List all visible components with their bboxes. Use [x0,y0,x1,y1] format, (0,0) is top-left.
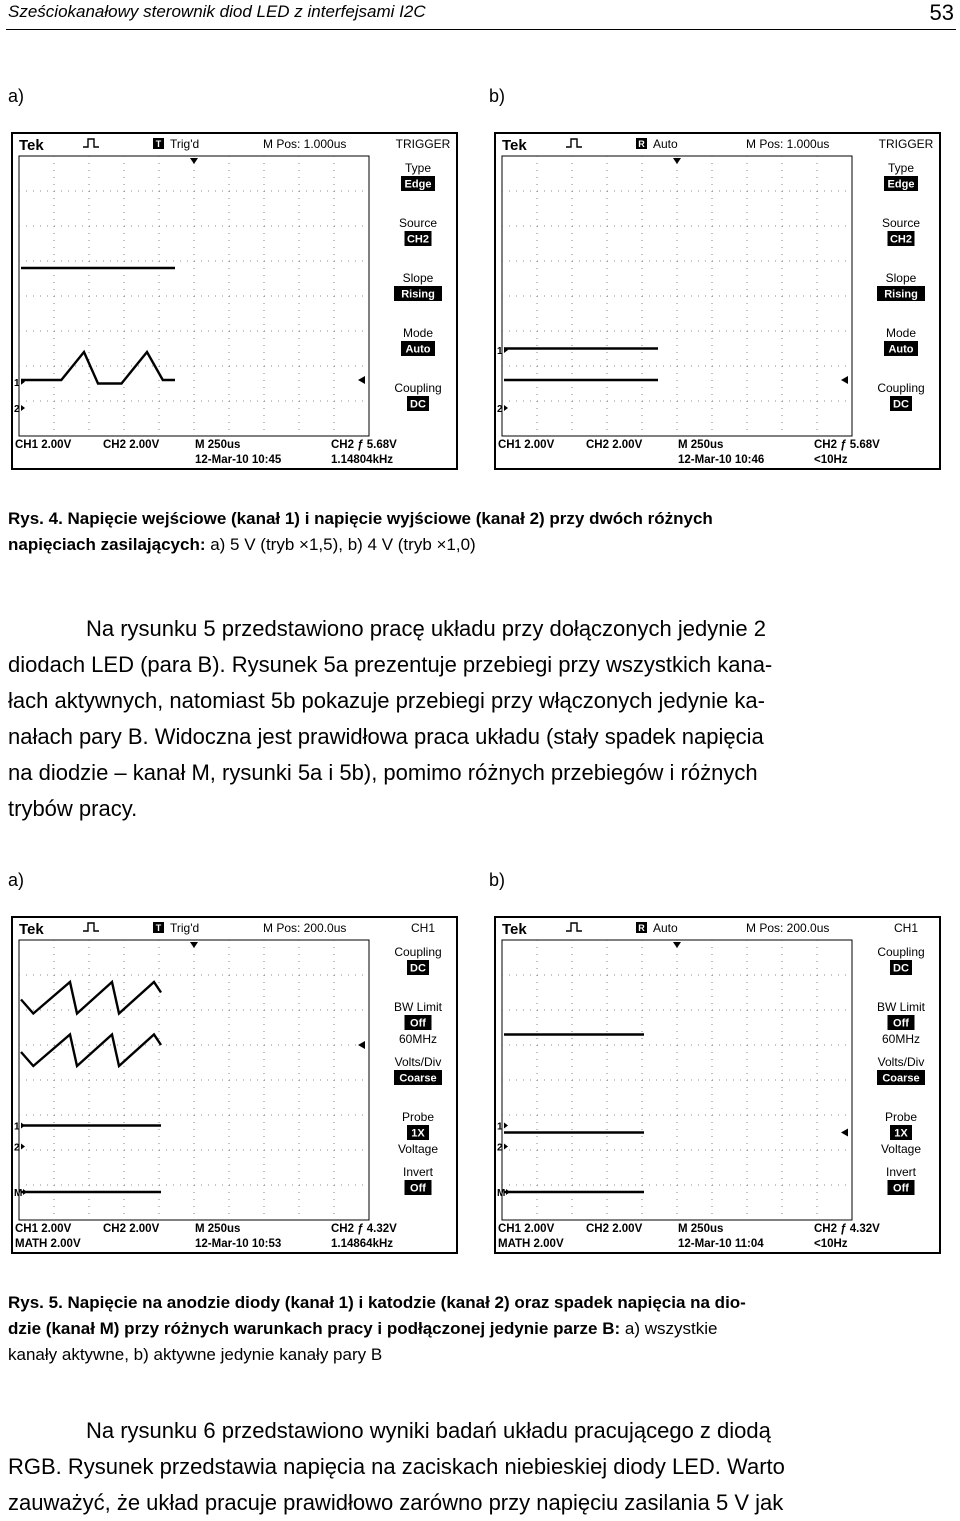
side-menu-value: DC [410,962,426,975]
side-menu-value: Coarse [882,1072,920,1085]
side-menu-subvalue: 60MHz [881,1032,921,1046]
side-menu-value: Auto [888,343,914,356]
caption-line [8,1316,746,1342]
trigger-waveform-icon [566,923,582,931]
trigger-waveform-icon [83,139,99,147]
side-menu-value: Edge [887,178,915,191]
status-readout: CH2 ƒ 5.68V [331,439,397,451]
scope-brand: Tek [19,921,44,938]
status-readout: 12-Mar-10 10:53 [195,1238,282,1250]
paragraph-line: Na rysunku 5 przedstawiono pracę układu przy dołączonych jedynie 2 [86,616,766,641]
fig5-label-b: b) [489,870,506,890]
status-readout: CH1 2.00V [498,439,555,451]
side-menu-title: TRIGGER [395,137,451,151]
side-menu-value: CH2 [889,233,913,246]
side-menu-value: 1X [894,1127,908,1140]
scope-brand: Tek [19,137,44,154]
side-menu-title: CH1 [893,921,919,935]
trigger-state: Auto [653,137,678,151]
side-menu-title: TRIGGER [878,137,934,151]
side-menu-value: Auto [405,343,431,356]
horizontal-position: M Pos: 200.0us [746,921,830,935]
trigger-waveform-icon [83,923,99,931]
caption-run: napięciach zasilających: [8,535,206,554]
trigger-state: Auto [653,921,678,935]
paragraph-line: nałach pary B. Widoczna jest prawidłowa praca układu (stały spadek napięcia [8,724,764,749]
side-menu-label: Probe [884,1110,918,1124]
side-menu-label: Probe [401,1110,435,1124]
status-readout: CH1 2.00V [498,1223,555,1235]
side-menu-value: 1X [411,1127,425,1140]
horizontal-position: M Pos: 1.000us [746,137,830,151]
side-menu-label: Coupling [877,381,925,395]
channel-marker-1: 1 [497,346,503,357]
caption-line [8,506,713,532]
side-menu-value: DC [893,962,909,975]
caption-run: Rys. 5. Napięcie na anodzie diody (kanał 1) i katodzie (kanał 2) oraz spadek napięcia na dio- [8,1293,746,1312]
fig4-label-a: a) [8,86,25,106]
status-readout: 12-Mar-10 10:46 [678,454,765,466]
side-menu-label: Type [887,161,915,175]
caption-line [8,1290,746,1316]
caption-line [8,1342,746,1368]
channel-marker-1: 1 [14,377,20,389]
side-menu-label: Source [398,216,438,230]
side-menu-value: Coarse [399,1072,437,1085]
graticule [19,156,369,436]
side-menu-label: Slope [885,271,917,285]
side-menu-label: Invert [885,1165,917,1179]
status-readout: CH1 2.00V [15,1223,72,1235]
status-readout: M 250us [678,1223,724,1235]
scope-svg [496,134,939,468]
side-menu-label: Source [881,216,921,230]
status-readout: CH2 ƒ 4.32V [814,1223,880,1235]
side-menu-value: DC [410,398,426,411]
status-readout: CH2 ƒ 5.68V [814,439,880,451]
side-menu-subvalue: 60MHz [398,1032,438,1046]
status-readout: CH2 2.00V [103,1223,160,1235]
running-header-title: Sześciokanałowy sterownik diod LED z interfejsami I2C [8,2,426,21]
status-readout: CH2 ƒ 4.32V [331,1223,397,1235]
graticule [19,940,369,1220]
side-menu-value: Off [893,1017,909,1030]
status-readout: CH2 2.00V [103,439,160,451]
scope-brand: Tek [502,921,527,938]
status-readout: MATH 2.00V [498,1238,564,1250]
page-number: 53 [929,0,954,25]
status-readout: <10Hz [814,1238,848,1250]
status-readout: 1.14864kHz [331,1238,394,1250]
scope-svg [496,918,939,1252]
side-menu-value: Edge [404,178,432,191]
scope-svg [13,134,456,468]
graticule [502,940,852,1220]
status-readout: M 250us [678,439,724,451]
status-readout: CH2 2.00V [586,439,643,451]
caption-run: a) 5 V (tryb ×1,5), b) 4 V (tryb ×1,0) [205,535,476,554]
side-menu-value: Rising [401,288,435,301]
side-menu-subvalue: Voltage [880,1142,922,1156]
trigger-state: Trig'd [170,921,200,935]
side-menu-value: Off [893,1182,909,1195]
status-readout: M 250us [195,1223,241,1235]
side-menu-value: CH2 [406,233,430,246]
side-menu-value: DC [893,398,909,411]
status-readout: <10Hz [814,454,848,466]
side-menu-label: Volts/Div [394,1055,442,1069]
scope-svg [13,918,456,1252]
status-readout: M 250us [195,439,241,451]
caption-run: Rys. 4. Napięcie wejściowe (kanał 1) i napięcie wyjściowe (kanał 2) przy dwóch różnych [8,509,713,528]
oscilloscope-screenshot-fig5b [494,916,941,1254]
fig4-label-b: b) [489,86,506,106]
channel-marker-1: 1 [497,1121,503,1133]
trigger-waveform-icon [566,139,582,147]
paragraph-1 [8,611,954,827]
paragraph-line: diodach LED (para B). Rysunek 5a prezentuje przebiegi przy wszystkich kana- [8,652,773,677]
side-menu-label: Invert [402,1165,434,1179]
paragraph-line: Na rysunku 6 przedstawiono wyniki badań układu pracującego z diodą [86,1418,771,1443]
paragraph-line: trybów pracy. [8,796,138,821]
horizontal-position: M Pos: 1.000us [263,137,347,151]
channel-marker-m: M [497,1188,506,1199]
header-rule [6,29,956,30]
side-menu-value: Off [410,1017,426,1030]
side-menu-value: Rising [884,288,918,301]
trigger-state: Trig'd [170,137,200,151]
trigger-state-icon-letter: R [638,139,645,149]
channel-marker-2: 2 [497,1142,503,1154]
paragraph-2 [8,1413,954,1521]
caption-line [8,532,713,558]
side-menu-title: CH1 [410,921,436,935]
side-menu-label: Type [404,161,432,175]
side-menu-label: Slope [402,271,434,285]
status-readout: 1.14804kHz [331,454,394,466]
side-menu-label: Mode [885,326,917,340]
fig5-label-a: a) [8,870,25,890]
status-readout: 12-Mar-10 10:45 [195,454,282,466]
side-menu-label: BW Limit [394,1000,442,1014]
status-readout: MATH 2.00V [15,1238,81,1250]
caption-run: dzie (kanał M) przy różnych warunkach pracy i podłączonej jedynie parze B: [8,1319,621,1338]
status-readout: 12-Mar-10 11:04 [678,1238,764,1250]
side-menu-label: Coupling [877,945,925,959]
side-menu-label: Mode [402,326,434,340]
fig4-caption [8,506,713,558]
side-menu-subvalue: Voltage [397,1142,439,1156]
oscilloscope-screenshot-fig5a [11,916,458,1254]
channel-marker-m: M [14,1188,23,1199]
channel-marker-2: 2 [14,404,20,415]
trigger-state-icon-letter: T [155,923,162,933]
trigger-state-icon-letter: R [638,923,645,933]
caption-run: kanały aktywne, b) aktywne jedynie kanały pary B [8,1345,383,1364]
side-menu-label: Coupling [394,381,442,395]
paragraph-line: na diodzie – kanał M, rysunki 5a i 5b), pomimo różnych przebiegów i różnych [8,760,758,785]
side-menu-label: Coupling [394,945,442,959]
channel-marker-1: 1 [14,1121,20,1133]
paragraph-line: RGB. Rysunek przedstawia napięcia na zaciskach niebieskiej diody LED. Warto [8,1454,785,1479]
scope-brand: Tek [502,137,527,154]
paragraph-line: zauważyć, że układ pracuje prawidłowo zarówno przy napięciu zasilania 5 V jak [8,1490,784,1515]
channel-marker-2: 2 [14,1142,20,1154]
status-readout: CH1 2.00V [15,439,72,451]
side-menu-value: Off [410,1182,426,1195]
status-readout: CH2 2.00V [586,1223,643,1235]
side-menu-label: Volts/Div [877,1055,925,1069]
trigger-state-icon-letter: T [155,139,162,149]
side-menu-label: BW Limit [877,1000,925,1014]
fig5-caption [8,1290,746,1368]
oscilloscope-screenshot-fig4b [494,132,941,470]
paragraph-line: łach aktywnych, natomiast 5b pokazuje przebiegi przy włączonych jedynie ka- [8,688,765,713]
graticule [502,156,852,436]
horizontal-position: M Pos: 200.0us [263,921,347,935]
caption-run: a) wszystkie [620,1319,718,1338]
oscilloscope-screenshot-fig4a [11,132,458,470]
channel-marker-2: 2 [497,404,503,415]
